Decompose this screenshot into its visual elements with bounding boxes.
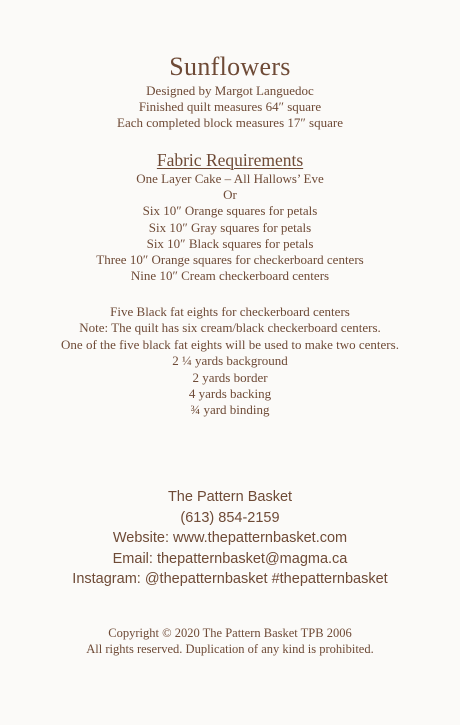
requirement-item: ¾ yard binding: [190, 402, 270, 418]
company-name: The Pattern Basket: [167, 489, 293, 505]
copyright-line: Copyright © 2020 The Pattern Basket TPB 2006: [108, 626, 352, 640]
designer-line: Designed by Margot Languedoc: [146, 83, 314, 98]
requirement-item: 4 yards backing: [188, 386, 272, 402]
fabric-requirements-list: [0, 171, 460, 284]
requirement-item: 2 yards border: [192, 369, 268, 385]
block-size-line: Each completed block measures 17″ square: [117, 115, 343, 130]
contact-block: [0, 487, 460, 590]
requirement-item: Or: [223, 187, 237, 203]
quilt-size-line: Finished quilt measures 64″ square: [138, 99, 322, 114]
additional-requirements-list: [0, 304, 460, 419]
pattern-intro: [0, 83, 460, 131]
requirement-item: 2 ¼ yards background: [172, 353, 288, 369]
copyright-block: [0, 625, 460, 657]
fabric-requirements-heading-text: Fabric Requirements: [156, 150, 304, 170]
website-line: Website: www.thepatternbasket.com: [112, 530, 348, 546]
fabric-requirements-heading: [0, 150, 460, 170]
requirement-item: Nine 10″ Cream checkerboard centers: [130, 268, 330, 284]
requirement-item: Six 10″ Black squares for petals: [146, 235, 314, 251]
requirement-item: One Layer Cake – All Hallows’ Eve: [136, 171, 324, 186]
pattern-title: Sunflowers: [169, 52, 291, 81]
requirement-item: Six 10″ Orange squares for petals: [142, 203, 318, 219]
requirement-note: One of the five black fat eights will be used to make two centers.: [61, 336, 399, 352]
rights-line: All rights reserved. Duplication of any kind is prohibited.: [86, 642, 374, 656]
phone-number: (613) 854-2159: [180, 509, 280, 526]
requirement-item: Three 10″ Orange squares for checkerboard centers: [96, 252, 364, 268]
instagram-line: Instagram: @thepatternbasket #thepatternbasket: [72, 571, 388, 587]
requirement-item: Six 10″ Gray squares for petals: [148, 219, 312, 235]
requirement-note: Note: The quilt has six cream/black checkerboard centers.: [79, 320, 381, 336]
requirement-item: Five Black fat eights for checkerboard centers: [110, 304, 350, 319]
email-line: Email: thepatternbasket@magma.ca: [112, 550, 348, 567]
